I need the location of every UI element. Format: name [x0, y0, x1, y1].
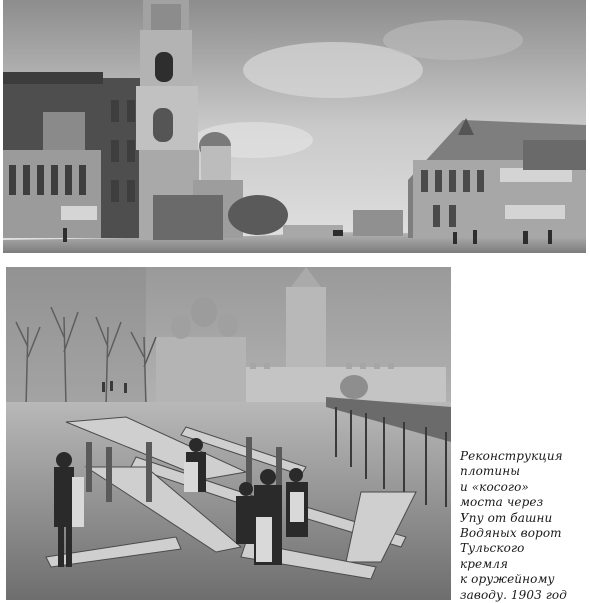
photo-street-bell-tower — [3, 0, 586, 253]
photo-dam-reconstruction — [6, 267, 451, 600]
photo-caption: Реконструкция плотины и «косого» моста через Упу от башни Водяных ворот Тульского кремля к оружейному заводу. 1903 год — [460, 449, 567, 602]
street-photo-image — [3, 0, 586, 253]
construction-photo-image — [6, 267, 451, 600]
